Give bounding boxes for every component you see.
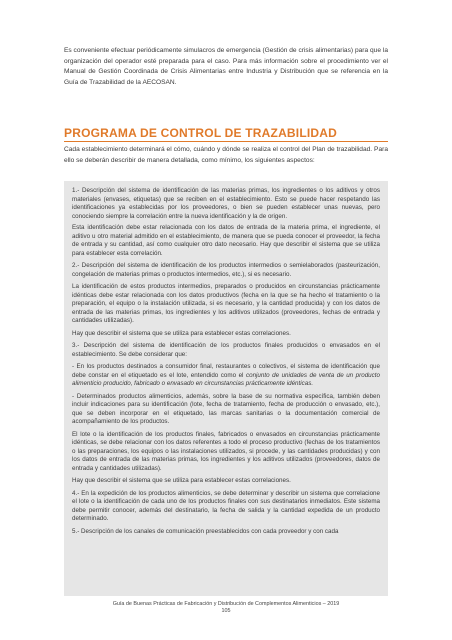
box-paragraph-6: 3.- Descripción del sistema de identificación de los productos finales producidos o envasados en el establecimiento. Se debe considerar que: <box>72 342 380 358</box>
box-paragraph-4: La identificación de estos productos intermedios, preparados o producidos en circunstancias prácticamente idénticas debe estar relacionada con los datos productivos (fecha en la que se ha hecho el tratamiento o la preparación, el equipo o la instalación utilizada, si es necesario, y la cantidad producida) y con los datos de entrada de las materias primas, los ingredientes y los aditivos utilizados (proveedores, fechas de entrada y cantidades utilizadas). <box>72 283 380 324</box>
box-paragraph-8: - Determinados productos alimenticios, además, sobre la base de su normativa específica, también deben incluir indicaciones para su identificación (lote, fecha de tratamiento, fecha de producción o envasado, etc.), que se deben incorporar en el etiquetado, las marcas sanitarias o la documentación comercial de acompañamiento de los productos. <box>72 392 380 425</box>
box-paragraph-9: El lote o la identificación de los productos finales, fabricados o envasados en circunstancias prácticamente idénticas, se debe relacionar con los datos referentes a todo el proceso productivo (fechas de los tratamientos o las preparaciones, los equipos o las instalaciones utilizados, si procede, y las cantidades producidas) y con los datos de entrada de las materias primas, los ingredientes y los aditivos utilizados (proveedores, datos de entrada y cantidades utilizadas). <box>72 430 380 472</box>
footer-page-number: 105 <box>221 608 231 614</box>
box-paragraph-11: 4.- En la expedición de los productos alimenticios, se debe determinar y describir un sistema que correlacione el lote o la identificación de cada uno de los productos finales con sus destinatarios inmediatos. Este sistema debe permitir conocer, además del destinatario, la fecha de salida y la cantidad expedida de un producto determinado. <box>72 489 380 522</box>
box-paragraph-3: 2.- Descripción del sistema de identificación de los productos intermedios o semielaborados (pasteurización, congelación de materias primas o productos intermedios, etc.), si es necesario. <box>72 262 380 278</box>
section-title: PROGRAMA DE CONTROL DE TRAZABILIDAD <box>64 126 337 140</box>
box-paragraph-7 <box>72 363 380 389</box>
intro-paragraph: Es conveniente efectuar periódicamente simulacros de emergencia (Gestión de crisis alimentarias) para que la organización del operador esté preparada para el caso. Para más información sobre el procedimiento ver el Manual de Gestión Coordinada de Crisis Alimentarias entre Industria y Distribución que se referencia en la Guía de Trazabilidad de la AECOSAN. <box>64 47 388 86</box>
requirements-box <box>64 181 388 596</box>
box-paragraph-10: Hay que describir el sistema que se utiliza para establecer estas correlaciones. <box>72 477 291 484</box>
intro-section <box>64 46 388 88</box>
section-title-underline <box>64 141 388 142</box>
box-paragraph-5: Hay que describir el sistema que se utiliza para establecer estas correlaciones. <box>72 329 291 337</box>
box-paragraph-7-text: - En los productos destinados a consumidor final, restaurantes o colectivos, el sistema de identificación que debe constar en el etiquetado es el lote, entendido como el <box>72 363 380 379</box>
box-paragraph-1: 1.- Descripción del sistema de identificación de las materias primas, los ingredientes o los aditivos y otros materiales (envases, etiquetas) que se reciben en el establecimiento. Esto se puede hacer respetando las identificaciones ya establecidas por los proveedores, o bien se pueden establecer unas nuevas, pero conociendo siempre la correlación entre la nueva identificación y la de origen. <box>72 187 380 220</box>
box-paragraph-2: Esta identificación debe estar relacionada con los datos de entrada de la materia prima, el ingrediente, el aditivo u otro material admitido en el establecimiento, de manera que se pueda conocer el proveedor, la fecha de entrada y su cantidad, así como cualquier otro dato necesario. Hay que describir el sistema que se utiliza para establecer esta correlación. <box>72 224 380 257</box>
box-paragraph-12: 5.- Descripción de los canales de comunicación preestablecidos con cada proveedor y con cada <box>72 527 339 535</box>
footer-guide-title: Guía de Buenas Prácticas de Fabricación y Distribución de Complementos Alimenticios – 2019 <box>112 601 340 607</box>
page-footer <box>64 601 388 615</box>
box-paragraph-7-emphasis: conjunto de unidades de venta de un producto alimenticio producido, fabricado o envasado en circunstancias prácticamente idénticas. <box>72 371 380 387</box>
section-lead-paragraph: Cada establecimiento determinará el cómo, cuándo y dónde se realiza el control del Plan de trazabilidad. Para ello se deberán describir de manera detallada, como mínimo, los siguientes aspectos: <box>64 146 388 164</box>
